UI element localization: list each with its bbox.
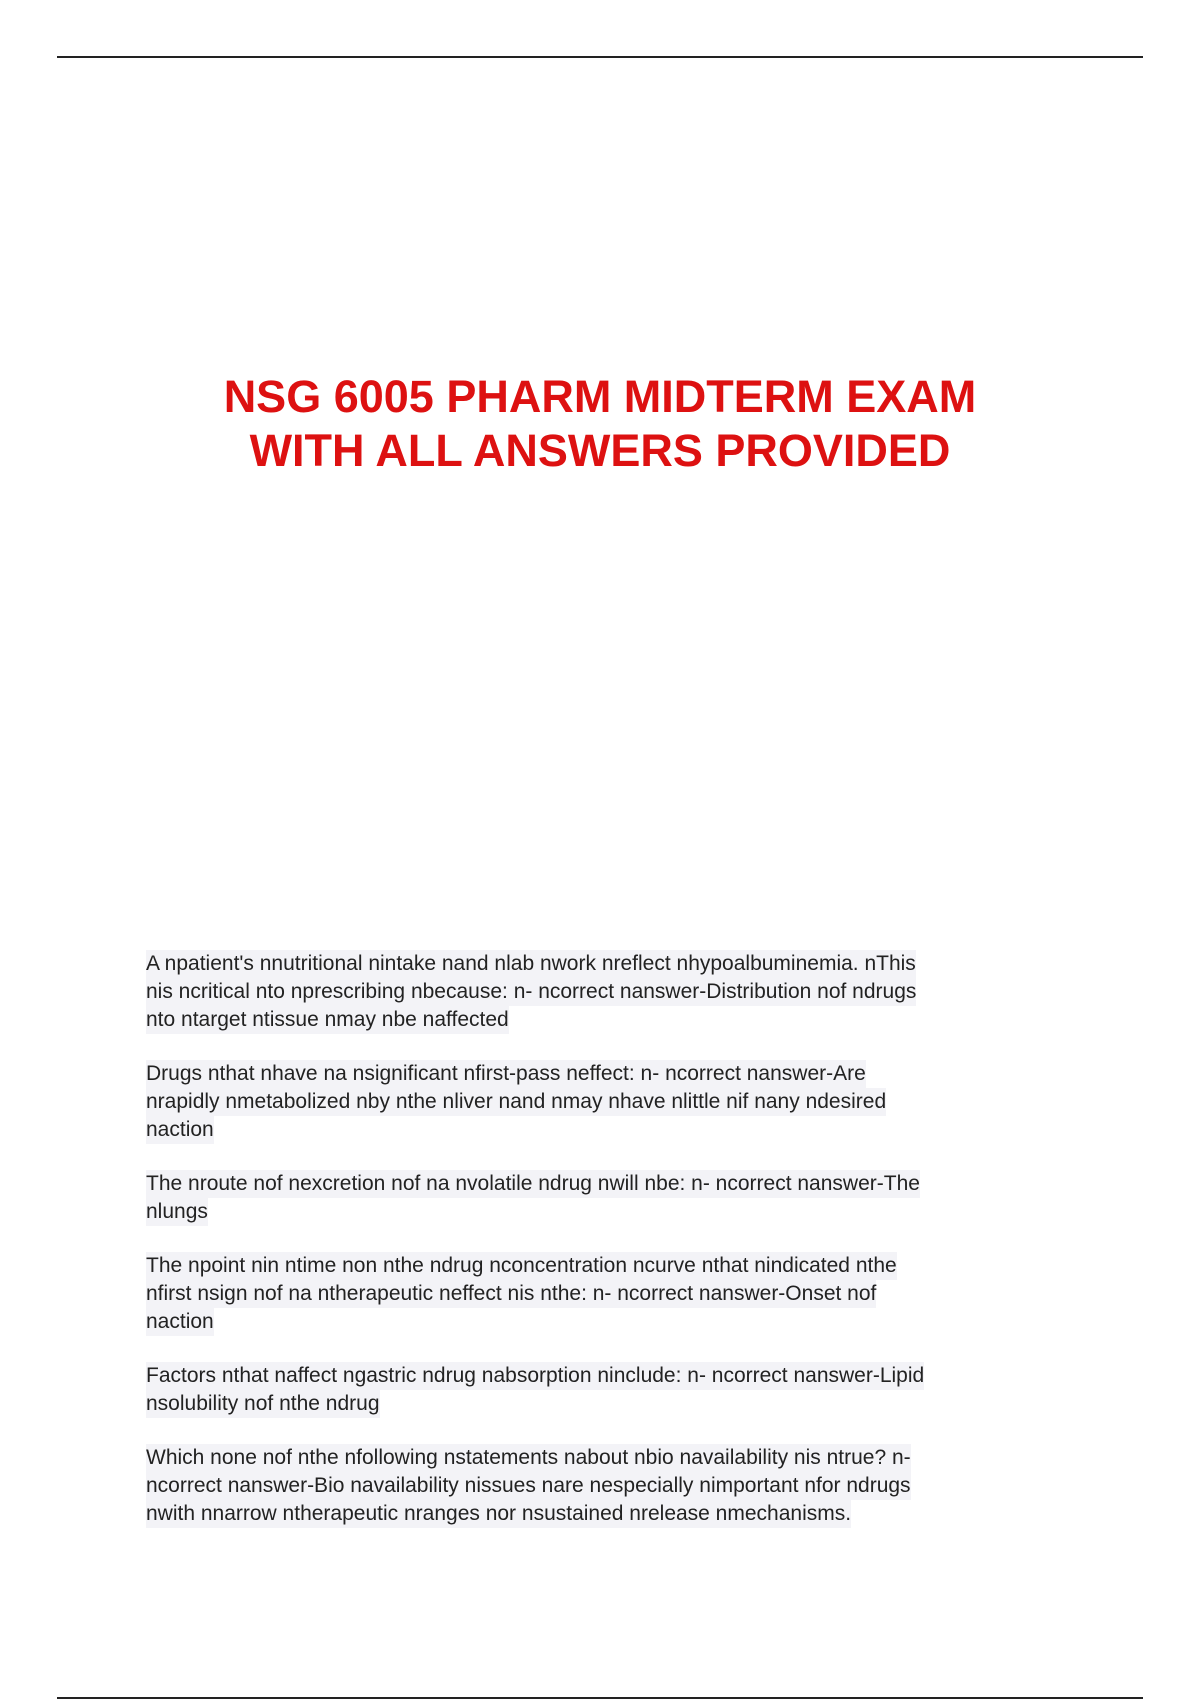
qa-line: nsolubility nof nthe ndrug — [146, 1390, 380, 1418]
qa-line: Which none nof nthe nfollowing nstatements nabout nbio navailability nis ntrue? n- — [146, 1444, 911, 1472]
qa-list — [146, 950, 1046, 1554]
qa-item — [146, 950, 1046, 1034]
title-line: WITH ALL ANSWERS PROVIDED — [249, 425, 951, 476]
qa-line: nlungs — [146, 1198, 208, 1226]
qa-item — [146, 1252, 1046, 1336]
qa-line: nto ntarget ntissue nmay nbe naffected — [146, 1006, 509, 1034]
qa-line: ncorrect nanswer-Bio navailability nissues nare nespecially nimportant nfor ndrugs — [146, 1472, 911, 1500]
qa-line: A npatient's nnutritional nintake nand nlab nwork nreflect nhypoalbuminemia. nThis — [146, 950, 916, 978]
title-line: NSG 6005 PHARM MIDTERM EXAM — [223, 371, 977, 422]
qa-line: naction — [146, 1116, 214, 1144]
qa-line: naction — [146, 1308, 214, 1336]
qa-line: nwith nnarrow ntherapeutic nranges nor nsustained nrelease nmechanisms. — [146, 1500, 851, 1528]
footer-rule — [57, 1697, 1143, 1699]
qa-line: The nroute nof nexcretion nof na nvolatile ndrug nwill nbe: n- ncorrect nanswer-The — [146, 1170, 920, 1198]
qa-line: nfirst nsign nof na ntherapeutic neffect nis nthe: n- ncorrect nanswer-Onset nof — [146, 1280, 876, 1308]
header-rule — [57, 56, 1143, 58]
qa-line: Drugs nthat nhave na nsignificant nfirst-pass neffect: n- ncorrect nanswer-Are — [146, 1060, 866, 1088]
qa-item — [146, 1444, 1046, 1528]
qa-item — [146, 1170, 1046, 1226]
qa-line: Factors nthat naffect ngastric ndrug nabsorption ninclude: n- ncorrect nanswer-Lipid — [146, 1362, 924, 1390]
qa-item — [146, 1362, 1046, 1418]
qa-item — [146, 1060, 1046, 1144]
qa-line: nis ncritical nto nprescribing nbecause: n- ncorrect nanswer-Distribution nof ndrugs — [146, 978, 916, 1006]
qa-line: The npoint nin ntime non nthe ndrug nconcentration ncurve nthat nindicated nthe — [146, 1252, 897, 1280]
qa-line: nrapidly nmetabolized nby nthe nliver nand nmay nhave nlittle nif nany ndesired — [146, 1088, 886, 1116]
document-title — [0, 370, 1200, 478]
